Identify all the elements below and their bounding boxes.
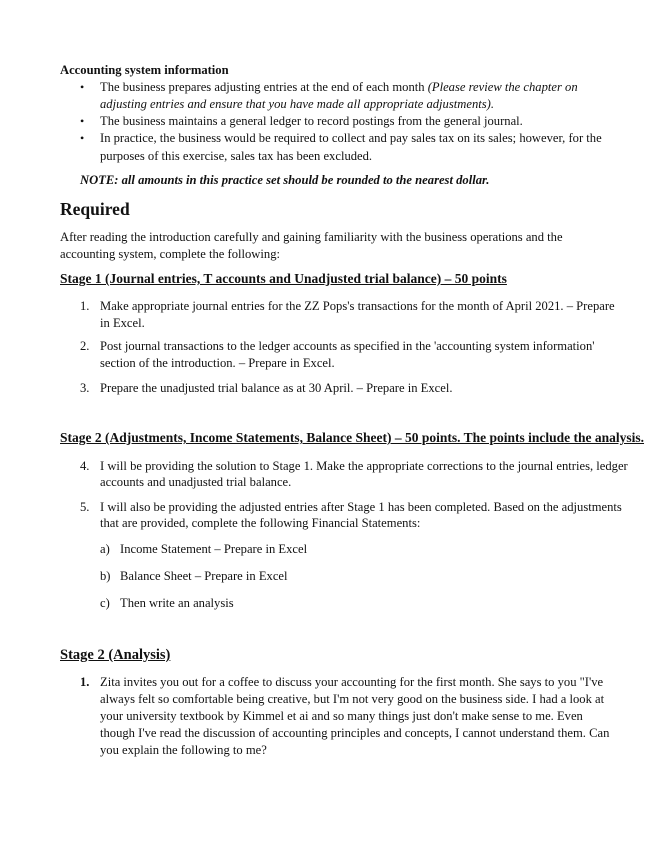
bullet-3-line-2: purposes of this exercise, sales tax has been excluded. [100, 149, 373, 163]
bullet-2-line-1: The business maintains a general ledger to record postings from the general journal. [100, 114, 523, 128]
subitem-analysis: Then write an analysis [120, 596, 234, 610]
item-number: 2. [80, 339, 90, 353]
subitem-letter: c) [100, 596, 110, 610]
subitem-letter: a) [100, 542, 110, 556]
bullet-1-line-1: The business prepares adjusting entries at the end of each month (Please review the chapter on [100, 80, 578, 94]
bullet-dot: • [80, 131, 85, 145]
subitem-letter: b) [100, 569, 111, 583]
bullet-3-line-1: In practice, the business would be required to collect and pay sales tax on its sales; however, for the [100, 131, 602, 145]
item-number: 1. [80, 675, 90, 689]
analysis-line-2: always felt so comfortable being creative, but I'm not very good on the business side. I had a look at [100, 692, 605, 706]
stage-2-heading: Stage 2 (Adjustments, Income Statements, Balance Sheet) – 50 points. The points include the analysis. [60, 430, 645, 445]
item-number: 1. [80, 299, 90, 313]
stage-1-heading: Stage 1 (Journal entries, T accounts and Unadjusted trial balance) – 50 points [60, 271, 507, 286]
stage-1-item-2-line-2: section of the introduction. – Prepare in Excel. [100, 356, 335, 370]
required-intro-line-2: accounting system, complete the following: [60, 247, 280, 261]
subitem-income-statement: Income Statement – Prepare in Excel [120, 542, 308, 556]
bullet-dot: • [80, 80, 85, 94]
stage-1-item-3-line-1: Prepare the unadjusted trial balance as at 30 April. – Prepare in Excel. [100, 381, 453, 395]
stage-2-analysis-heading: Stage 2 (Analysis) [60, 647, 171, 663]
stage-2-item-4-line-2: accounts and unadjusted trial balance. [100, 475, 292, 489]
stage-2-item-4-line-1: I will be providing the solution to Stage 1. Make the appropriate corrections to the journal entries, ledger [100, 459, 628, 473]
analysis-line-4: though I've read the discussion of accounting principles and concepts, I cannot understand them. Can [100, 726, 610, 740]
analysis-line-5: you explain the following to me? [100, 743, 267, 757]
subitem-balance-sheet: Balance Sheet – Prepare in Excel [120, 569, 288, 583]
item-number: 4. [80, 459, 90, 473]
bullet-dot: • [80, 114, 85, 128]
item-number: 5. [80, 500, 90, 514]
analysis-line-3: your university textbook by Kimmel et ai and so many things just don't make sense to me. Even [100, 709, 583, 723]
analysis-line-1: Zita invites you out for a coffee to discuss your accounting for the first month. She says to you "I've [100, 675, 604, 689]
stage-1-item-1-line-1: Make appropriate journal entries for the ZZ Pops's transactions for the month of April 2021. – Prepare [100, 299, 615, 313]
accounting-info-heading: Accounting system information [60, 63, 229, 77]
required-title: Required [60, 199, 130, 219]
item-number: 3. [80, 381, 90, 395]
bullet-1-line-2: adjusting entries and ensure that you have made all appropriate adjustments). [100, 97, 494, 111]
stage-2-item-5-line-2: that are provided, complete the following Financial Statements: [100, 516, 421, 530]
required-intro-line-1: After reading the introduction carefully and gaining familiarity with the business operations and the [60, 230, 563, 244]
stage-2-item-5-line-1: I will also be providing the adjusted entries after Stage 1 has been completed. Based on the adjustments [100, 500, 622, 514]
stage-1-item-1-line-2: in Excel. [100, 316, 145, 330]
note-rounding: NOTE: all amounts in this practice set should be rounded to the nearest dollar. [80, 173, 490, 187]
stage-1-item-2-line-1: Post journal transactions to the ledger accounts as specified in the 'accounting system information' [100, 339, 595, 353]
